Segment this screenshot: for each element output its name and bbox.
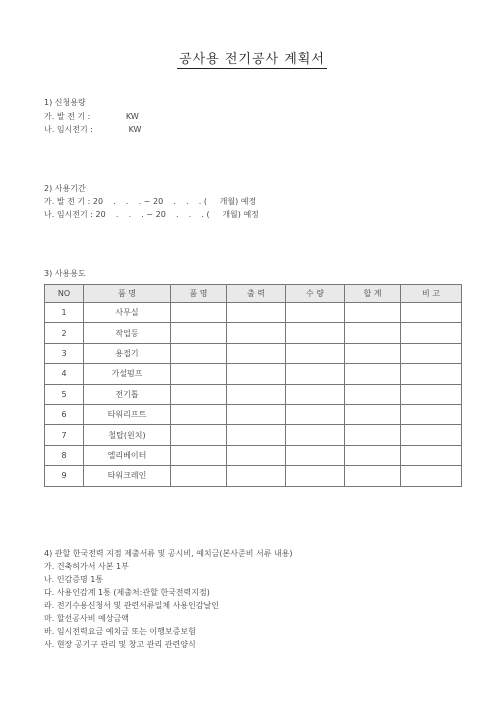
row-item-name: 타워리프트 bbox=[84, 404, 171, 424]
empty-cell bbox=[345, 445, 401, 465]
section3-heading: 3) 사용용도 bbox=[44, 269, 86, 278]
empty-cell bbox=[171, 303, 227, 323]
empty-cell bbox=[345, 466, 401, 486]
empty-cell bbox=[286, 445, 345, 465]
empty-cell bbox=[171, 425, 227, 445]
row-item-name: 용접기 bbox=[84, 343, 171, 363]
empty-cell bbox=[171, 364, 227, 384]
empty-cell bbox=[286, 425, 345, 445]
header-item-name-2: 품 명 bbox=[171, 285, 227, 303]
table-row bbox=[45, 404, 462, 424]
empty-cell bbox=[227, 466, 286, 486]
row-no: 8 bbox=[45, 445, 84, 465]
row-no: 9 bbox=[45, 466, 84, 486]
empty-cell bbox=[286, 404, 345, 424]
empty-cell bbox=[171, 384, 227, 404]
row-no: 2 bbox=[45, 323, 84, 343]
empty-cell bbox=[227, 343, 286, 363]
row-item-name: 타워크레인 bbox=[84, 466, 171, 486]
empty-cell bbox=[171, 343, 227, 363]
empty-cell bbox=[171, 404, 227, 424]
section1-line-generator: 가. 발 전 기 : KW bbox=[44, 112, 139, 121]
row-no: 5 bbox=[45, 384, 84, 404]
row-item-name: 철탑(윈치) bbox=[84, 425, 171, 445]
section4-item: 라. 전기수용신청서 및 관련서류일체 사용인감날인 bbox=[44, 601, 220, 610]
empty-cell bbox=[227, 404, 286, 424]
empty-cell bbox=[345, 303, 401, 323]
table-row bbox=[45, 343, 462, 363]
empty-cell bbox=[401, 364, 462, 384]
section4-item: 다. 사용인감계 1통 (제출처:관할 한국전력지점) bbox=[44, 588, 210, 597]
row-item-name: 사무실 bbox=[84, 303, 171, 323]
section4-item: 바. 임시전력요금 예치금 또는 이행보증보험 bbox=[44, 627, 196, 636]
section4-item: 가. 건축허가서 사본 1부 bbox=[44, 562, 129, 571]
empty-cell bbox=[401, 323, 462, 343]
empty-cell bbox=[227, 323, 286, 343]
empty-cell bbox=[401, 466, 462, 486]
section1-line-temporary: 나. 임시전기 : KW bbox=[44, 125, 142, 134]
empty-cell bbox=[401, 384, 462, 404]
section2-line-generator: 가. 발 전 기 : 20 . . . ~ 20 . . . ( 개월) 예정 bbox=[44, 197, 257, 206]
table-row bbox=[45, 364, 462, 384]
header-item-name: 품 명 bbox=[84, 285, 171, 303]
section2-line-temporary: 나. 임시전기 : 20 . . . ~ 20 . . . ( 개월) 예정 bbox=[44, 210, 259, 219]
header-remarks: 비 고 bbox=[401, 285, 462, 303]
row-item-name: 엘리베이터 bbox=[84, 445, 171, 465]
empty-cell bbox=[345, 343, 401, 363]
table-row bbox=[45, 445, 462, 465]
empty-cell bbox=[345, 364, 401, 384]
empty-cell bbox=[227, 384, 286, 404]
row-no: 4 bbox=[45, 364, 84, 384]
table-header-row bbox=[45, 285, 462, 303]
header-total: 합 계 bbox=[345, 285, 401, 303]
empty-cell bbox=[401, 404, 462, 424]
empty-cell bbox=[345, 425, 401, 445]
table-row bbox=[45, 466, 462, 486]
header-quantity: 수 량 bbox=[286, 285, 345, 303]
row-no: 7 bbox=[45, 425, 84, 445]
row-no: 6 bbox=[45, 404, 84, 424]
table-row bbox=[45, 425, 462, 445]
empty-cell bbox=[286, 343, 345, 363]
empty-cell bbox=[286, 364, 345, 384]
empty-cell bbox=[171, 323, 227, 343]
row-no: 1 bbox=[45, 303, 84, 323]
table-row bbox=[45, 303, 462, 323]
empty-cell bbox=[286, 303, 345, 323]
empty-cell bbox=[286, 466, 345, 486]
empty-cell bbox=[345, 404, 401, 424]
section4-heading: 4) 관할 한국전력 지점 제출서류 및 공시비, 예치금(본사준비 서류 내용) bbox=[44, 549, 293, 558]
empty-cell bbox=[171, 445, 227, 465]
empty-cell bbox=[227, 364, 286, 384]
document-title: 공사용 전기공사 계획서 bbox=[179, 52, 325, 67]
header-no: NO bbox=[45, 285, 84, 303]
empty-cell bbox=[286, 384, 345, 404]
empty-cell bbox=[401, 303, 462, 323]
section4-item: 마. 할선공사비 예상금액 bbox=[44, 614, 129, 623]
table-row bbox=[45, 323, 462, 343]
empty-cell bbox=[345, 384, 401, 404]
empty-cell bbox=[227, 425, 286, 445]
empty-cell bbox=[171, 466, 227, 486]
table-row bbox=[45, 384, 462, 404]
header-output: 출 력 bbox=[227, 285, 286, 303]
section4-item: 사. 현장 공기구 관리 및 창고 관리 관련양식 bbox=[44, 640, 196, 649]
section2-heading: 2) 사용기간 bbox=[44, 184, 86, 193]
row-no: 3 bbox=[45, 343, 84, 363]
row-item-name: 전기톱 bbox=[84, 384, 171, 404]
row-item-name: 작업등 bbox=[84, 323, 171, 343]
usage-table bbox=[44, 284, 462, 487]
empty-cell bbox=[401, 445, 462, 465]
row-item-name: 가설펌프 bbox=[84, 364, 171, 384]
empty-cell bbox=[401, 425, 462, 445]
section4-item: 나. 인감증명 1통 bbox=[44, 575, 104, 584]
empty-cell bbox=[286, 323, 345, 343]
section1-heading: 1) 신청용량 bbox=[44, 98, 86, 107]
empty-cell bbox=[227, 445, 286, 465]
empty-cell bbox=[345, 323, 401, 343]
empty-cell bbox=[227, 303, 286, 323]
empty-cell bbox=[401, 343, 462, 363]
